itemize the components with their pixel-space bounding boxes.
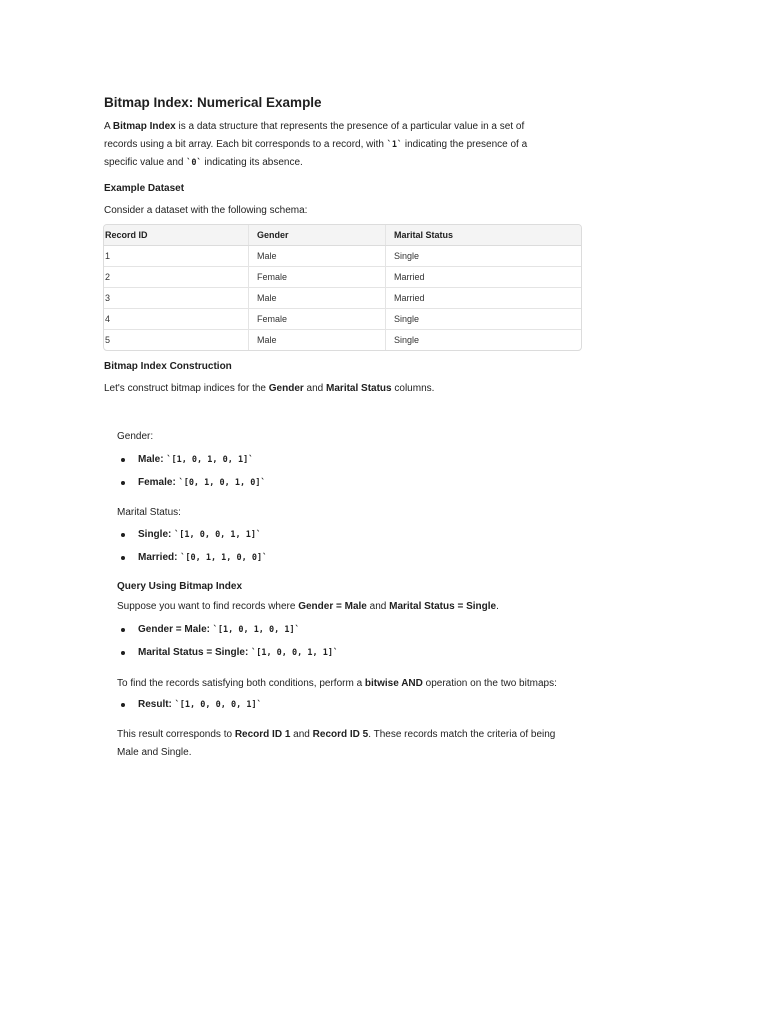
table-cell: Single: [386, 246, 582, 267]
table-cell: 2: [104, 267, 249, 288]
table-row: [104, 309, 581, 330]
bitmap-value: `[1, 0, 0, 0, 1]`: [174, 700, 262, 710]
query-bold: Gender = Male: [298, 601, 367, 612]
query-heading: Query Using Bitmap Index: [117, 581, 243, 592]
query-bold: Marital Status = Single: [389, 601, 497, 612]
construction-text-part: and: [303, 383, 327, 394]
table-cell: 4: [104, 309, 249, 330]
table-cell: Married: [386, 288, 582, 309]
list-item: [117, 551, 267, 565]
bitmap-value: `[1, 0, 0, 1, 1]`: [174, 530, 262, 540]
bitmap-value: `[1, 0, 1, 0, 1]`: [166, 455, 254, 465]
table-cell: Male: [249, 246, 386, 267]
column-header: Marital Status: [386, 225, 582, 246]
conclusion-bold: Record ID 5: [312, 729, 369, 740]
intro-text: A: [104, 121, 113, 132]
and-operation-text: [117, 675, 557, 693]
table-cell: 5: [105, 335, 111, 345]
conclusion-text-part: This result corresponds to: [117, 729, 235, 740]
marital-heading: Marital Status:: [117, 507, 181, 518]
inline-code: `1`: [386, 140, 403, 150]
intro-text: indicating its absence.: [201, 157, 303, 168]
construction-bold: Marital Status: [326, 383, 392, 394]
item-label: Result:: [138, 699, 172, 710]
construction-text-part: Let's construct bitmap indices for the: [104, 383, 269, 394]
table-row: [104, 330, 581, 351]
column-header: Record ID: [104, 225, 249, 246]
conclusion-text-part: Male and Single.: [117, 747, 192, 758]
page-title: Bitmap Index: Numerical Example: [104, 95, 322, 110]
table-cell: Married: [386, 267, 582, 288]
dataset-text: Consider a dataset with the following schema:: [104, 205, 308, 216]
list-item: [117, 646, 338, 660]
item-label: Male:: [138, 454, 164, 465]
column-header: Gender: [249, 225, 386, 246]
conclusion-text-part: . These records match the criteria of being: [368, 729, 556, 740]
list-item: [117, 528, 261, 542]
list-item: [117, 623, 300, 637]
construction-text: [104, 380, 434, 398]
intro-text: specific value and: [104, 157, 187, 168]
intro-text: is a data structure that represents the presence of a particular value in a set of: [175, 121, 525, 132]
query-text-part: .: [496, 601, 499, 612]
intro-paragraph: [104, 118, 527, 172]
and-bold: bitwise AND: [364, 678, 423, 689]
list-item: [117, 698, 262, 712]
table-row: [104, 288, 581, 309]
intro-bold: Bitmap Index: [112, 121, 176, 132]
intro-text: records using a bit array. Each bit corresponds to a record, with: [104, 139, 387, 150]
inline-code: `0`: [186, 158, 202, 168]
gender-heading: Gender:: [117, 431, 154, 442]
table-row: [104, 246, 581, 267]
construction-text-part: columns.: [391, 383, 435, 394]
bitmap-value: `[1, 0, 1, 0, 1]`: [212, 625, 300, 635]
item-label: Single:: [138, 529, 172, 540]
intro-text: indicating the presence of a: [402, 139, 528, 150]
table-cell: Male: [249, 288, 386, 309]
and-text-part: To find the records satisfying both conditions, perform a: [117, 678, 365, 689]
bitmap-value: `[0, 1, 1, 0, 0]`: [180, 553, 268, 563]
conclusion-bold: Record ID 1: [234, 729, 291, 740]
conclusion-text-part: and: [290, 729, 313, 740]
query-text: [117, 598, 499, 616]
bitmap-value: `[0, 1, 0, 1, 0]`: [178, 478, 266, 488]
query-text-part: Suppose you want to find records where: [117, 601, 299, 612]
table-cell: Female: [249, 267, 386, 288]
query-text-part: and: [366, 601, 390, 612]
construction-bold: Gender: [268, 383, 304, 394]
item-label: Marital Status = Single:: [138, 647, 249, 658]
construction-heading: Bitmap Index Construction: [104, 361, 232, 372]
item-label: Married:: [138, 552, 178, 563]
item-label: Gender = Male:: [138, 624, 210, 635]
table-header-row: [104, 225, 581, 246]
table-cell: Male: [249, 330, 386, 351]
and-text-part: operation on the two bitmaps:: [422, 678, 557, 689]
table-cell: 1: [104, 246, 249, 267]
table-cell: Single: [386, 309, 582, 330]
table-row: [104, 267, 581, 288]
bitmap-value: `[1, 0, 0, 1, 1]`: [251, 648, 339, 658]
item-label: Female:: [138, 477, 176, 488]
dataset-table: [103, 224, 582, 351]
table-cell: 3: [104, 288, 249, 309]
list-item: [117, 476, 266, 490]
table-cell: Female: [249, 309, 386, 330]
list-item: [117, 453, 253, 467]
conclusion-text: [117, 726, 555, 762]
dataset-heading: Example Dataset: [104, 183, 185, 194]
table-cell: Single: [386, 330, 582, 351]
